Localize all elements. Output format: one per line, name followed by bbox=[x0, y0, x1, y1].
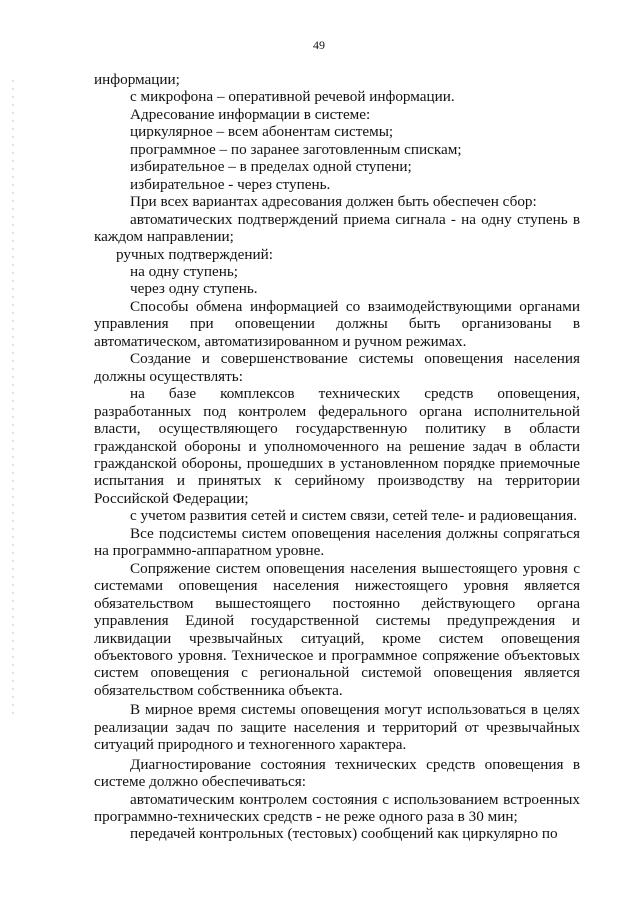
paragraph-15: на базе комплексов технических средств оповещения, разработанных под контролем федерального органа исполнительной власти, осуществляющего государственную политику в области гражданской обороны и уполномоченного на решение задач в области гражданской обороны, прошедших в установленном порядке приемочные испытания и принятых к серийному производству на территории Российской Федерации; bbox=[94, 385, 580, 507]
paragraph-9: автоматических подтверждений приема сигнала - на одну ступень в каждом направлении; bbox=[94, 210, 580, 246]
paragraph-20: Диагностирование состояния технических средств оповещения в системе должно обеспечиваться: bbox=[94, 755, 580, 791]
paragraph-19: В мирное время системы оповещения могут использоваться в целях реализации задач по защите населения и территорий от чрезвычайных ситуаций природного и техногенного характера. bbox=[94, 701, 580, 754]
paragraph-2: с микрофона – оперативной речевой информации. bbox=[130, 88, 455, 106]
paragraph-14: Создание и совершенствование системы оповещения населения должны осуществлять: bbox=[94, 350, 580, 385]
page-number: 49 bbox=[313, 38, 325, 52]
paragraph-4: циркулярное – всем абонентам системы; bbox=[130, 123, 394, 141]
paragraph-21: автоматическим контролем состояния с использованием встроенных программно-технических средств - не реже одного раза в 30 мин; bbox=[94, 790, 580, 826]
paragraph-13: Способы обмена информацией со взаимодействующими органами управления при оповещении должны быть организованы в автоматическом, автоматизированном и ручном режимах. bbox=[94, 297, 580, 350]
paragraph-11: на одну ступень; bbox=[130, 262, 238, 280]
paragraph-8: При всех вариантах адресования должен быть обеспечен сбор: bbox=[130, 193, 537, 211]
scan-margin-artifact bbox=[12, 80, 14, 720]
paragraph-18: Сопряжение систем оповещения населения вышестоящего уровня с системами оповещения населения нижестоящего уровня является обязательством вышестоящего постоянно действующего органа управления Единой государственной системы предупреждения и ликвидации чрезвычайных ситуаций, кроме систем оповещения объектового уровня. Техническое и программное сопряжение объектовых систем оповещения с региональной системой оповещения является обязательством собственника объекта. bbox=[94, 559, 580, 699]
document-body bbox=[94, 71, 580, 843]
paragraph-1: информации; bbox=[94, 71, 180, 88]
paragraph-7: избирательное - через ступень. bbox=[130, 175, 331, 193]
paragraph-16: с учетом развития сетей и систем связи, сетей теле- и радиовещания. bbox=[130, 507, 578, 525]
paragraph-5: программное – по заранее заготовленным спискам; bbox=[130, 140, 462, 158]
paragraph-10: ручных подтверждений: bbox=[116, 245, 273, 263]
paragraph-3: Адресование информации в системе: bbox=[130, 105, 371, 123]
paragraph-22: передачей контрольных (тестовых) сообщений как циркулярно по bbox=[130, 825, 558, 843]
paragraph-17: Все подсистемы систем оповещения населения должны сопрягаться на программно-аппаратном уровне. bbox=[94, 524, 580, 560]
paragraph-6: избирательное – в пределах одной ступени; bbox=[130, 158, 412, 176]
paragraph-12: через одну ступень. bbox=[130, 280, 258, 298]
